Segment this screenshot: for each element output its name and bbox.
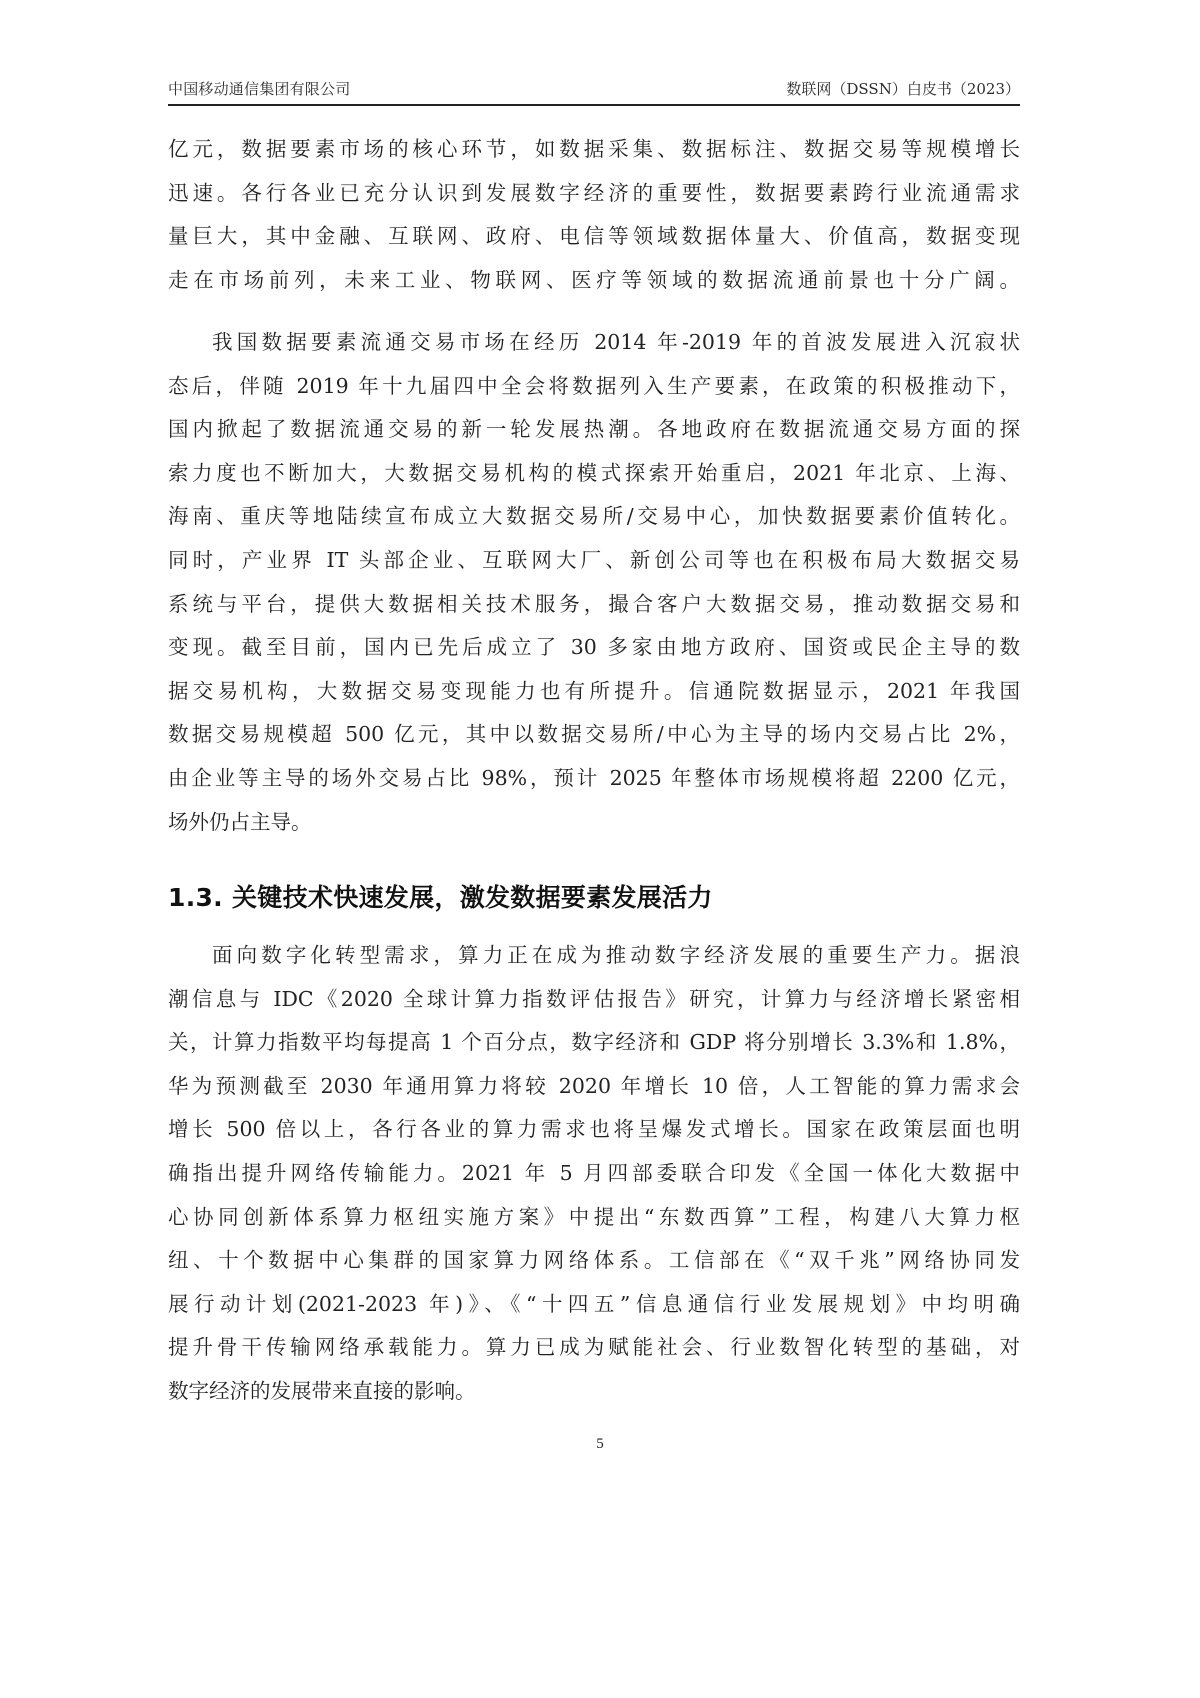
- text-line: 态后，伴随 2019 年十九届四中全会将数据列入生产要素，在政策的积极推动下，: [168, 373, 1020, 398]
- text-line: 潮信息与 IDC《2020 全球计算力指数评估报告》研究，计算力与经济增长紧密相: [168, 986, 1020, 1011]
- text-line: 走在市场前列，未来工业、物联网、医疗等领域的数据流通前景也十分广阔。: [168, 267, 1020, 292]
- text-line: 心协同创新体系算力枢纽实施方案》中提出“东数西算”工程，构建八大算力枢: [168, 1204, 1020, 1229]
- text-line: 亿元，数据要素市场的核心环节，如数据采集、数据标注、数据交易等规模增长: [168, 137, 1020, 161]
- section-heading: 1.3. 关键技术快速发展，激发数据要素发展活力: [168, 883, 713, 912]
- text-line: 变现。截至目前，国内已先后成立了 30 多家由地方政府、国资或民企主导的数: [168, 635, 1020, 660]
- text-line: 索力度也不断加大，大数据交易机构的模式探索开始重启，2021 年北京、上海、: [168, 460, 1020, 485]
- header-company-name: 中国移动通信集团有限公司: [168, 80, 351, 98]
- text-line: 场外仍占主导。: [168, 809, 312, 834]
- text-line: 量巨大，其中金融、互联网、政府、电信等领域数据体量大、价值高，数据变现: [168, 224, 1020, 249]
- text-line: 同时，产业界 IT 头部企业、互联网大厂、新创公司等也在积极布局大数据交易: [168, 547, 1020, 572]
- text-line: 我国数据要素流通交易市场在经历 2014 年-2019 年的首波发展进入沉寂状: [212, 330, 1020, 354]
- text-line: 海南、重庆等地陆续宣布成立大数据交易所/交易中心，加快数据要素价值转化。: [168, 504, 1020, 529]
- text-line: 迅速。各行各业已充分认识到发展数字经济的重要性，数据要素跨行业流通需求: [168, 180, 1020, 205]
- text-line: 由企业等主导的场外交易占比 98%，预计 2025 年整体市场规模将超 2200 亿元，: [168, 765, 1020, 790]
- paragraph-3: [168, 934, 1020, 1414]
- text-line: 纽、十个数据中心集群的国家算力网络体系。工信部在《“双千兆”网络协同发: [168, 1248, 1020, 1273]
- header-document-title: 数联网（DSSN）白皮书（2023）: [786, 80, 1020, 98]
- text-line: 确指出提升网络传输能力。2021 年 5 月四部委联合印发《全国一体化大数据中: [168, 1160, 1020, 1185]
- page-number: 5: [596, 1436, 604, 1452]
- paragraph-1: [168, 128, 1020, 302]
- text-line: 关，计算力指数平均每提高 1 个百分点，数字经济和 GDP 将分别增长 3.3%和 1.8%，: [168, 1030, 1020, 1055]
- text-line: 数字经济的发展带来直接的影响。: [168, 1378, 476, 1403]
- text-line: 数据交易规模超 500 亿元，其中以数据交易所/中心为主导的场内交易占比 2%，: [168, 722, 1020, 747]
- text-line: 提升骨干传输网络承载能力。算力已成为赋能社会、行业数智化转型的基础，对: [168, 1335, 1020, 1360]
- text-line: 华为预测截至 2030 年通用算力将较 2020 年增长 10 倍，人工智能的算力需求会: [168, 1073, 1020, 1098]
- text-line: 面向数字化转型需求，算力正在成为推动数字经济发展的重要生产力。据浪: [212, 943, 1020, 967]
- text-line: 增长 500 倍以上，各行各业的算力需求也将呈爆发式增长。国家在政策层面也明: [168, 1117, 1020, 1142]
- text-line: 系统与平台，提供大数据相关技术服务，撮合客户大数据交易，推动数据交易和: [168, 591, 1020, 616]
- text-line: 据交易机构，大数据交易变现能力也有所提升。信通院数据显示，2021 年我国: [168, 678, 1020, 703]
- page-header: [168, 78, 1020, 106]
- paragraph-2: [168, 321, 1020, 844]
- text-line: 展行动计划(2021-2023 年)》、《“十四五”信息通信行业发展规划》中均明确: [168, 1291, 1020, 1316]
- text-line: 国内掀起了数据流通交易的新一轮发展热潮。各地政府在数据流通交易方面的探: [168, 417, 1020, 442]
